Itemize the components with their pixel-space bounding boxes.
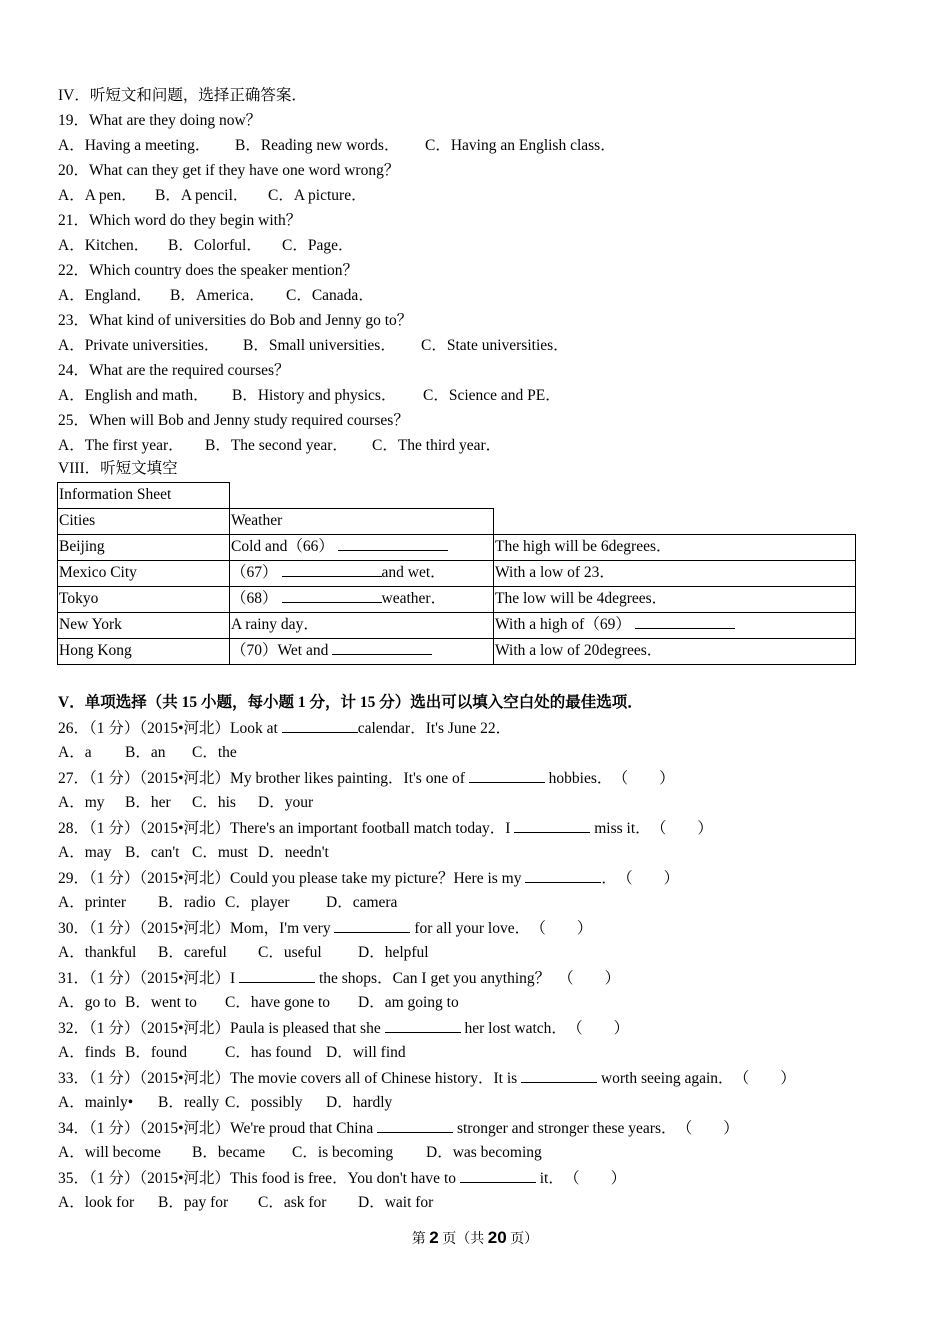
answer-option: A．a	[58, 744, 92, 761]
answer-option: A．The first year．	[58, 437, 184, 454]
table-cell-weather	[229, 534, 494, 561]
answer-option: B．her	[125, 794, 171, 811]
question-stem-end: her lost watch．	[460, 1020, 567, 1037]
table-cell-note	[493, 534, 856, 561]
answer-option: B．America．	[170, 287, 265, 304]
question-stem-end: it．	[535, 1170, 564, 1187]
question-32	[58, 1018, 629, 1039]
page-footer	[0, 1228, 950, 1248]
answer-option: C．have gone to	[225, 994, 331, 1011]
answer-option: C．has found	[225, 1044, 312, 1061]
question-stem-end: for all your love．	[410, 920, 531, 937]
answer-option: C．State universities．	[421, 337, 569, 354]
answer-option: A．may	[58, 844, 112, 861]
table-cell-city: Hong Kong	[57, 638, 230, 665]
answer-option: A．my	[58, 794, 105, 811]
question-stem-end: the shops．Can I get you anything？	[315, 970, 551, 987]
weather-text-after: and wet．	[381, 564, 446, 581]
answer-option: C．is becoming	[292, 1144, 394, 1161]
answer-blank[interactable]	[377, 1118, 453, 1133]
answer-blank[interactable]	[239, 968, 315, 983]
answer-option: B．became	[192, 1144, 266, 1161]
answer-parentheses: （ ）	[741, 1070, 796, 1087]
question-19: 19．What are they doing now？	[58, 112, 262, 129]
note-text: The high will be 6degrees．	[495, 538, 672, 555]
question-21: 21．Which word do they begin with？	[58, 212, 302, 229]
answer-blank[interactable]	[469, 768, 545, 783]
answer-option: A．thankful	[58, 944, 137, 961]
question-25: 25．When will Bob and Jenny study required courses？	[58, 412, 409, 429]
weather-text: Cold and（66）	[231, 538, 334, 555]
answer-blank[interactable]	[385, 1018, 461, 1033]
answer-option: B．can't	[125, 844, 180, 861]
question-stem: 27．（1 分）（2015•河北）My brother likes painting．It's one of	[58, 770, 469, 787]
table-cell-weather	[229, 560, 494, 587]
answer-option: A．go to	[58, 994, 117, 1011]
table-cell-weather	[229, 612, 494, 639]
table-cell-note	[493, 612, 856, 639]
answer-option: C．player	[225, 894, 290, 911]
table-cell-city: Beijing	[57, 534, 230, 561]
table-cell-weather	[229, 638, 494, 665]
table-cell-weather	[229, 586, 494, 613]
table-cell-city: Tokyo	[57, 586, 230, 613]
answer-option: B．found	[125, 1044, 188, 1061]
table-cell-city: Mexico City	[57, 560, 230, 587]
table-cell-note	[493, 586, 856, 613]
footer-prefix: 第	[411, 1232, 430, 1247]
fill-in-blank[interactable]	[338, 536, 448, 551]
answer-option: A．A pen．	[58, 187, 137, 204]
answer-blank[interactable]	[282, 718, 358, 733]
answer-option: A．look for	[58, 1194, 135, 1211]
question-26	[58, 718, 519, 739]
answer-option: C．Page．	[282, 237, 354, 254]
answer-option: C．Science and PE．	[423, 387, 561, 404]
answer-blank[interactable]	[514, 818, 590, 833]
answer-option: A．Private universities．	[58, 337, 220, 354]
question-29	[58, 868, 679, 889]
answer-option: D．was becoming	[426, 1144, 542, 1161]
answer-parentheses: （ ）	[558, 970, 621, 987]
fill-in-blank[interactable]	[635, 614, 735, 629]
question-stem: 31．（1 分）（2015•河北）I	[58, 970, 240, 987]
question-stem: 29．（1 分）（2015•河北）Could you please take my picture？Here is my	[58, 870, 526, 887]
answer-option: B．Reading new words．	[235, 137, 400, 154]
answer-option: C．The third year．	[372, 437, 502, 454]
answer-option: D．needn't	[258, 844, 329, 861]
answer-option: A．Kitchen．	[58, 237, 150, 254]
question-stem: 26．（1 分）（2015•河北）Look at	[58, 720, 282, 737]
question-stem: 32．（1 分）（2015•河北）Paula is pleased that she	[58, 1020, 385, 1037]
question-23: 23．What kind of universities do Bob and Jenny go to？	[58, 312, 413, 329]
table-cell-city: New York	[57, 612, 230, 639]
weather-text: （68）	[231, 590, 278, 607]
answer-option: C．his	[192, 794, 236, 811]
answer-option: D．hardly	[326, 1094, 393, 1111]
fill-in-blank[interactable]	[282, 562, 382, 577]
header-cities: Cities	[57, 508, 230, 535]
table-cell-note	[493, 638, 856, 665]
question-24: 24．What are the required courses？	[58, 362, 290, 379]
answer-option: B．really	[158, 1094, 220, 1111]
section-4-heading: IV．听短文和问题，选择正确答案．	[58, 87, 307, 104]
answer-option: D．your	[258, 794, 314, 811]
total-pages: 20	[487, 1228, 507, 1247]
answer-option: B．pay for	[158, 1194, 229, 1211]
answer-option: B．The second year．	[205, 437, 348, 454]
question-27	[58, 768, 675, 789]
page-number: 2	[429, 1228, 439, 1247]
question-28	[58, 818, 713, 839]
footer-middle: 页（共	[438, 1232, 488, 1247]
question-20: 20．What can they get if they have one word wrong？	[58, 162, 400, 179]
answer-option: A．printer	[58, 894, 127, 911]
answer-option: C．must	[192, 844, 248, 861]
answer-option: C．Canada．	[286, 287, 374, 304]
answer-blank[interactable]	[334, 918, 410, 933]
table-title: Information Sheet	[57, 482, 230, 509]
answer-option: C．the	[192, 744, 237, 761]
answer-parentheses: （ ）	[574, 1020, 630, 1037]
question-stem-end: calendar．It's June 22．	[357, 720, 512, 737]
answer-option: C．useful	[258, 944, 322, 961]
weather-text: A rainy day．	[231, 616, 319, 633]
answer-blank[interactable]	[460, 1168, 536, 1183]
answer-option: A．England．	[58, 287, 152, 304]
weather-text: （67）	[231, 564, 278, 581]
question-stem-end: hobbies．	[544, 770, 613, 787]
answer-parentheses: （ ）	[571, 1170, 627, 1187]
answer-option: B．Small universities．	[243, 337, 396, 354]
question-35	[58, 1168, 626, 1189]
answer-option: A．will become	[58, 1144, 161, 1161]
weather-text: （70）Wet and	[231, 642, 329, 659]
header-weather: Weather	[229, 508, 494, 535]
answer-option: B．Colorful．	[168, 237, 262, 254]
note-text: The low will be 4degrees．	[495, 590, 668, 607]
question-stem-end: ．	[601, 870, 617, 887]
answer-option: C．possibly	[225, 1094, 303, 1111]
answer-parentheses: （ ）	[620, 770, 675, 787]
answer-option: B．careful	[158, 944, 227, 961]
weather-text-after: weather．	[381, 590, 447, 607]
question-31	[58, 968, 620, 989]
answer-parentheses: （ ）	[684, 1120, 739, 1137]
answer-option: D．camera	[326, 894, 398, 911]
section-5-heading: V．单项选择（共 15 小题，每小题 1 分，计 15 分）选出可以填入空白处的最佳选项．	[58, 694, 643, 711]
answer-option: B．went to	[125, 994, 197, 1011]
question-stem-end: stronger and stronger these years．	[453, 1120, 677, 1137]
question-stem: 33．（1 分）（2015•河北）The movie covers all of Chinese history．It is	[58, 1070, 522, 1087]
answer-option: C．Having an English class．	[425, 137, 616, 154]
note-text: With a low of 20degrees．	[495, 642, 663, 659]
answer-blank[interactable]	[525, 868, 601, 883]
answer-option: C．ask for	[258, 1194, 327, 1211]
answer-parentheses: （ ）	[624, 870, 680, 887]
question-30	[58, 918, 592, 939]
answer-option: D．wait for	[358, 1194, 434, 1211]
section-8-heading: VIII．听短文填空	[58, 460, 178, 477]
question-stem: 30．（1 分）（2015•河北）Mom，I'm very	[58, 920, 335, 937]
footer-suffix: 页）	[506, 1232, 539, 1247]
question-34	[58, 1118, 739, 1139]
answer-parentheses: （ ）	[538, 920, 593, 937]
answer-parentheses: （ ）	[658, 820, 713, 837]
note-text: With a low of 23．	[495, 564, 615, 581]
answer-option: A．Having a meeting．	[58, 137, 211, 154]
answer-option: B．History and physics．	[232, 387, 397, 404]
answer-option: B．radio	[158, 894, 216, 911]
answer-option: A．mainly•	[58, 1094, 134, 1111]
fill-in-blank[interactable]	[332, 640, 432, 655]
question-stem: 35．（1 分）（2015•河北）This food is free．You don't have to	[58, 1170, 460, 1187]
answer-option: C．A picture．	[268, 187, 367, 204]
note-text: With a high of（69）	[495, 616, 631, 633]
fill-in-blank[interactable]	[282, 588, 382, 603]
answer-option: A．English and math．	[58, 387, 209, 404]
question-22: 22．Which country does the speaker mention？	[58, 262, 359, 279]
answer-blank[interactable]	[521, 1068, 597, 1083]
question-stem-end: worth seeing again．	[597, 1070, 734, 1087]
answer-option: B．an	[125, 744, 166, 761]
question-stem: 28．（1 分）（2015•河北）There's an important football match today．I	[58, 820, 515, 837]
answer-option: D．will find	[326, 1044, 406, 1061]
question-stem-end: miss it．	[590, 820, 651, 837]
answer-option: D．helpful	[358, 944, 429, 961]
question-33	[58, 1068, 796, 1089]
question-stem: 34．（1 分）（2015•河北）We're proud that China	[58, 1120, 378, 1137]
table-cell-note	[493, 560, 856, 587]
answer-option: B．A pencil．	[155, 187, 249, 204]
answer-option: D．am going to	[358, 994, 459, 1011]
answer-option: A．finds	[58, 1044, 116, 1061]
